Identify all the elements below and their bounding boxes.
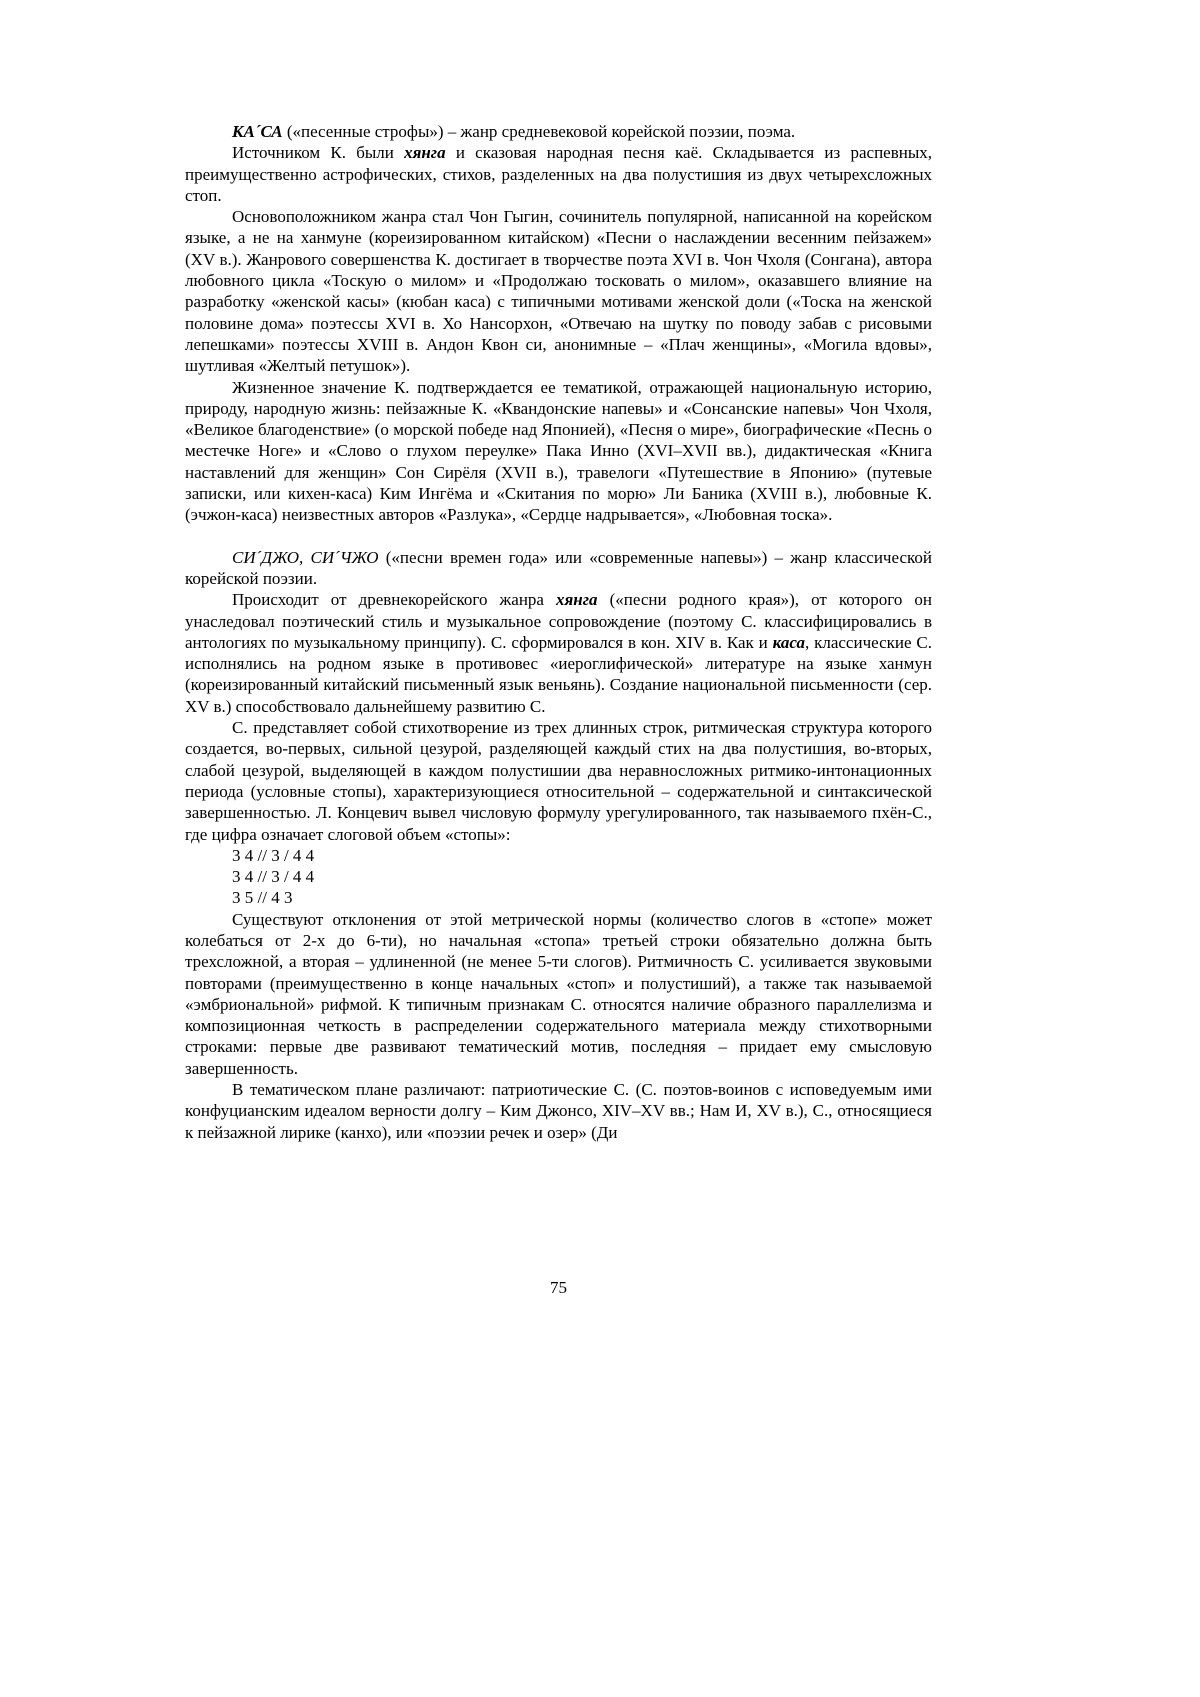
paragraph-sijo-metrics — [185, 909, 932, 1079]
text-run: Жизненное значение К. подтверждается ее тематикой, отражающей национальную историю, природу, народную жизнь: пейзажные К. «Квандонские напевы» и «Сонсанские напевы» Чон Чхоля, «Великое благоденствие» (о морской победе над Японией), «Песня о мире», биографические «Песнь о местечке Ноге» и «Слово о глухом переулке» Пака Инно (XVI–XVII вв.), дидактическая «Книга наставлений для женщин» Сон Сирёля (XVII в.), травелоги «Путешествие в Японию» (путевые записки, или кихен-каса) Ким Ингёма и «Скитания по морю» Ли Баника (XVIII в.), любовные К. (эчжон-каса) неизвестных авторов «Разлука», «Сердце надрывается», «Любовная тоска». — [185, 377, 932, 525]
text-run: Существуют отклонения от этой метрической нормы (количество слогов в «стопе» может колебаться от 2-х до 6-ти), но начальная «стопа» третьей строки обязательно должна быть трехсложной, а вторая – удлиненной (не менее 5-ти слогов). Ритмичность С. усиливается звуковыми повторами (преимущественно в конце начальных «стоп» и полустиший), а также так называемой «эмбриональной» рифмой. К типичным признакам С. относятся наличие образного параллелизма и композиционная четкость в распределении содержательного материала между стихотворными строками: первые две развивают тематический мотив, последняя – придает ему смысловую завершенность. — [185, 909, 932, 1078]
text-run: («песенные строфы») – жанр средневековой корейской поэзии, поэма. — [282, 122, 796, 141]
text-run: («песни родного края»), от которого он унаследовал поэтический стиль и музыкальное сопровождение (поэтому С. классифицировались в антологиях по музыкальному принципу). С. сформировался в кон. XIV в. Как и — [185, 590, 932, 652]
article-text — [185, 121, 932, 1143]
term-hyanga: хянга — [556, 590, 598, 610]
text-run: С. представляет собой стихотворение из трех длинных строк, ритмическая структура которого создается, во-первых, сильной цезурой, разделяющей каждый стих на два полустишия, во-вторых, слабой цезурой, выделяющей в каждом полустишии два неравносложных ритмико-интонационных периода (условные стопы), характеризующиеся относительной – содержательной и синтаксической завершенностью. Л. Концевич вывел числовую формулу урегулированного, так называемого пхён-С., где цифра означает слоговой объем «стопы»: — [185, 718, 932, 844]
text-run: Происходит от древнекорейского жанра — [232, 590, 557, 610]
page-number: 75 — [550, 1278, 567, 1297]
paragraph-kasa-themes — [185, 377, 932, 526]
text-run: В тематическом плане различают: патриотические С. (С. поэтов-воинов с исповедуемым ими конфуцианским идеалом верности долгу – Ким Джонсо, XIV–XV вв.; Нам И, XV в.), С., относящиеся к пейзажной лирике (канхо), или «поэзии речек и озер» (Ди — [185, 1080, 932, 1142]
term-hyanga: хянга — [404, 143, 446, 163]
text-run: Основоположником жанра стал Чон Гыгин, сочинитель популярной, написанной на корейском языке, а не на ханмуне (кореизированном китайском) «Песни о наслаждении весенним пейзажем» (XV в.). Жанрового совершенства К. достигает в творчестве поэта XVI в. Чон Чхоля (Сонгана), автора любовного цикла «Тоскую о милом» и «Продолжаю тосковать о милом», оказавшего влияние на разработку «женской касы» (кюбан каса) с типичными мотивами женской доли («Тоска на женской половине дома» поэтессы XVI в. Хо Нансорхон, «Отвечаю на шутку по поводу забав с рисовыми лепешками» поэтессы XVIII в. Андон Квон си, анонимные – «Плач женщины», «Могила вдовы», шутливая «Желтый петушок»). — [185, 207, 932, 376]
formula-line: 3 4 // 3 / 4 4 — [232, 867, 315, 887]
paragraph-sijo-origins — [185, 589, 932, 717]
paragraph-kasa-origins — [185, 142, 932, 206]
formula-line: 3 4 // 3 / 4 4 — [232, 845, 315, 865]
text-run: и сказовая народная песня каё. Складывается из распевных, преимущественно астрофических, стихов, разделенных на два полустишия из двух четырехсложных стоп. — [185, 143, 933, 205]
paragraph-sijo-structure — [185, 717, 932, 845]
term-sijo: СИ´ДЖО, СИ´ЧЖО — [232, 547, 379, 567]
text-run: Источником К. были — [232, 143, 405, 163]
text-run: , классические С. исполнялись на родном языке в противовес «иероглифической» литературе на языке ханмун (кореизированный китайский письменный язык веньянь). Создание национальной письменности (сер. XV в.) способствовало дальнейшему развитию С. — [185, 632, 932, 716]
paragraph-kasa-founders — [185, 206, 932, 376]
formula-line: 3 5 // 4 3 — [232, 888, 293, 908]
term-kasa: КА´СА — [232, 122, 283, 141]
paragraph-sijo-definition — [185, 547, 932, 590]
paragraph-kasa-definition — [185, 121, 932, 142]
term-kasa: каса — [772, 632, 805, 652]
text-run: («песни времен года» или «современные напевы») – жанр классической корейской поэзии. — [185, 547, 932, 588]
paragraph-sijo-thematics — [185, 1079, 932, 1143]
